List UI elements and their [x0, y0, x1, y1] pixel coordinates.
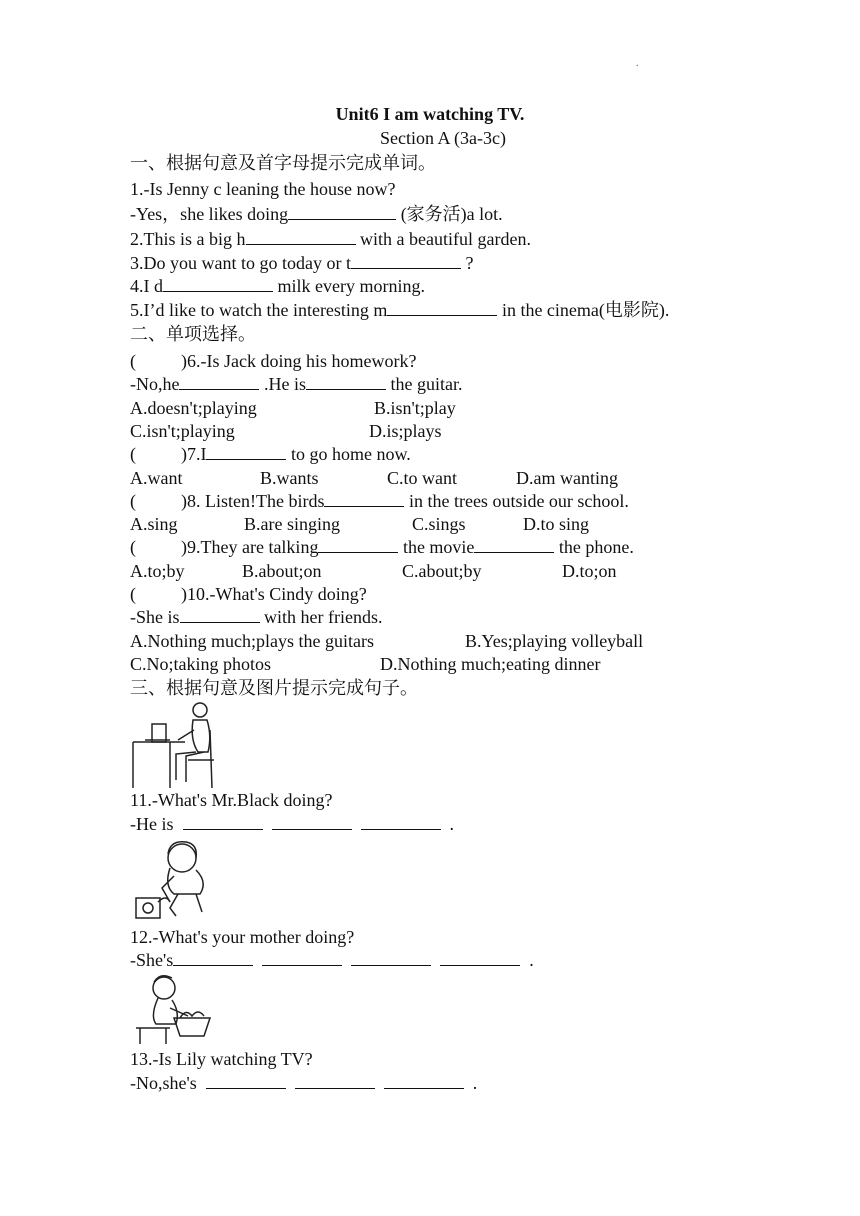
section-subtitle: Section A (3a-3c)	[380, 128, 506, 148]
option-9b: B.about;on	[242, 561, 322, 581]
option-7d: D.am wanting	[516, 468, 618, 488]
page-title: Unit6 I am watching TV.	[335, 104, 525, 124]
question-11: 11.-What's Mr.Black doing?	[130, 790, 333, 810]
option-10a: A.Nothing much;plays the guitars	[130, 631, 374, 651]
question-12-answer: -She's .	[130, 950, 534, 970]
option-8b: B.are singing	[244, 514, 340, 534]
question-12: 12.-What's your mother doing?	[130, 927, 355, 947]
answer-blank[interactable]	[440, 949, 520, 966]
answer-blank[interactable]	[324, 490, 404, 507]
option-10c: C.No;taking photos	[130, 654, 272, 674]
answer-blank[interactable]	[246, 228, 356, 245]
option-8a: A.sing	[130, 514, 178, 534]
question-6-stem: ( )6.-Is Jack doing his homework?	[130, 351, 417, 371]
option-7c: C.to want	[387, 468, 457, 488]
man-at-computer-illustration	[130, 700, 220, 790]
question-13: 13.-Is Lily watching TV?	[130, 1049, 313, 1069]
answer-blank[interactable]	[183, 813, 263, 830]
option-8d: D.to sing	[523, 514, 590, 534]
part3-heading: 三、根据句意及图片提示完成句子。	[130, 678, 418, 698]
answer-blank[interactable]	[272, 813, 352, 830]
woman-on-phone-illustration	[130, 836, 220, 922]
question-2: 2.This is a big h with a beautiful garden.	[130, 229, 531, 249]
question-9: ( )9.They are talking the movie the phone.	[130, 537, 634, 557]
option-6a: A.doesn't;playing	[130, 398, 257, 418]
option-8c: C.sings	[412, 514, 466, 534]
question-13-answer: -No,she's .	[130, 1073, 478, 1093]
option-6c: C.isn't;playing	[130, 421, 235, 441]
answer-blank[interactable]	[179, 373, 259, 390]
option-7a: A.want	[130, 468, 183, 488]
part2-heading: 二、单项选择。	[130, 324, 256, 344]
option-9a: A.to;by	[130, 561, 185, 581]
question-6-sentence: -No,he .He is the guitar.	[130, 374, 463, 394]
option-10b: B.Yes;playing volleyball	[465, 631, 644, 651]
question-4: 4.I d milk every morning.	[130, 276, 425, 296]
option-7b: B.wants	[260, 468, 319, 488]
question-1a: 1.-Is Jenny c leaning the house now?	[130, 179, 396, 199]
answer-blank[interactable]	[306, 373, 386, 390]
answer-blank[interactable]	[351, 252, 461, 269]
option-6b: B.isn't;play	[374, 398, 456, 418]
answer-blank[interactable]	[206, 443, 286, 460]
question-1b: -Yes，she likes doing (家务活)a lot.	[130, 204, 503, 224]
answer-blank[interactable]	[361, 813, 441, 830]
answer-blank[interactable]	[318, 536, 398, 553]
answer-blank[interactable]	[351, 949, 431, 966]
option-10d: D.Nothing much;eating dinner	[380, 654, 601, 674]
option-9c: C.about;by	[402, 561, 482, 581]
page-mark: .	[636, 58, 639, 69]
answer-blank[interactable]	[384, 1072, 464, 1089]
question-10-stem: ( )10.-What's Cindy doing?	[130, 584, 367, 604]
answer-blank[interactable]	[387, 299, 497, 316]
option-6d: D.is;plays	[369, 421, 442, 441]
answer-blank[interactable]	[474, 536, 554, 553]
question-11-answer: -He is .	[130, 814, 454, 834]
part1-heading: 一、根据句意及首字母提示完成单词。	[130, 153, 436, 173]
question-5: 5.I’d like to watch the interesting m in the cinema(电影院).	[130, 300, 670, 320]
girl-washing-clothes-illustration	[130, 972, 220, 1048]
option-9d: D.to;on	[562, 561, 617, 581]
question-8: ( )8. Listen!The birds in the trees outside our school.	[130, 491, 629, 511]
question-7: ( )7.I to go home now.	[130, 444, 411, 464]
answer-blank[interactable]	[288, 203, 396, 220]
answer-blank[interactable]	[173, 949, 253, 966]
answer-blank[interactable]	[206, 1072, 286, 1089]
question-3: 3.Do you want to go today or t ?	[130, 253, 474, 273]
answer-blank[interactable]	[295, 1072, 375, 1089]
question-10-sentence: -She is with her friends.	[130, 607, 383, 627]
answer-blank[interactable]	[262, 949, 342, 966]
answer-blank[interactable]	[163, 275, 273, 292]
answer-blank[interactable]	[180, 606, 260, 623]
